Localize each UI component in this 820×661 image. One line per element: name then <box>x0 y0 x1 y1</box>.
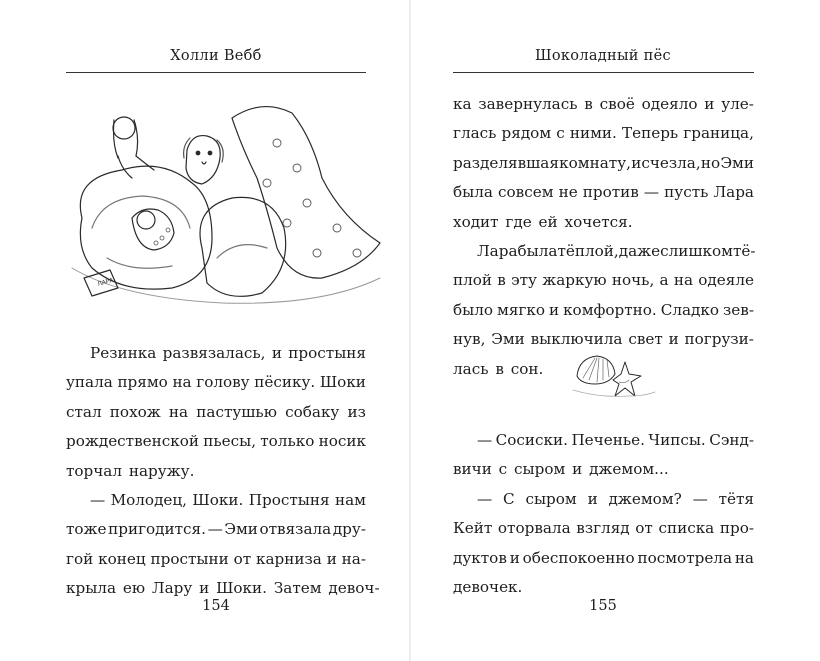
girl-dog-sleeping-illustration <box>62 98 382 314</box>
text-line: — С сыром и джемом? — тётя <box>477 489 754 508</box>
seashell-starfish-ornament <box>569 350 657 408</box>
text-line: дуктов и обеспокоенно посмотрела на <box>453 548 754 567</box>
text-line: — Сосиски. Печенье. Чипсы. Сэнд- <box>477 431 754 449</box>
text-line: ходит где ей хочется. <box>453 212 633 231</box>
text-line: упала прямо на голову пёсику. Шоки <box>66 373 366 392</box>
right-body-text-top <box>453 90 754 384</box>
left-body-text <box>66 339 380 604</box>
text-line: было мягко и комфортно. Сладко зев- <box>453 300 754 319</box>
text-line: разделявшая комнату, исчезла, но Эми <box>453 153 754 172</box>
text-line: крыла ею Лару и Шоки. Затем девоч- <box>66 579 380 598</box>
text-line: рождественской пьесы, только носик <box>66 432 366 451</box>
text-line: была совсем не против — пусть Лара <box>453 183 754 202</box>
left-page <box>0 0 409 661</box>
right-page-number: 155 <box>589 598 617 614</box>
text-line: — Молодец, Шоки. Простыня нам <box>90 490 366 509</box>
text-line: нув, Эми выключила свет и погрузи- <box>453 330 754 349</box>
left-header-rule <box>66 72 366 73</box>
right-page <box>411 0 820 661</box>
right-running-head: Шоколадный пёс <box>535 48 671 64</box>
illustration-book-label: ЛАРА <box>96 276 115 288</box>
text-line: торчал наружу. <box>66 461 195 480</box>
right-body-text-bottom <box>453 426 754 602</box>
text-line: глась рядом с ними. Теперь граница, <box>453 124 754 143</box>
text-line: тоже пригодится. — Эми отвязала дру- <box>66 520 366 539</box>
text-line: гой конец простыни от карниза и на- <box>66 549 366 568</box>
right-header-rule <box>453 72 754 73</box>
left-running-head: Холли Вебб <box>170 48 262 64</box>
text-line: Резинка развязалась, и простыня <box>90 344 366 362</box>
text-line: Лара была тёплой, даже слишком тё- <box>477 241 756 260</box>
text-line: плой в эту жаркую ночь, а на одеяле <box>453 271 754 290</box>
left-page-number: 154 <box>202 598 230 614</box>
text-line: вичи с сыром и джемом... <box>453 460 669 479</box>
text-line: девочек. <box>453 577 523 596</box>
text-line: стал похож на пастушью собаку из <box>66 402 366 421</box>
text-line: лась в сон. <box>453 359 544 378</box>
text-line: ка завернулась в своё одеяло и уле- <box>453 95 754 113</box>
text-line: Кейт оторвала взгляд от списка про- <box>453 519 754 538</box>
